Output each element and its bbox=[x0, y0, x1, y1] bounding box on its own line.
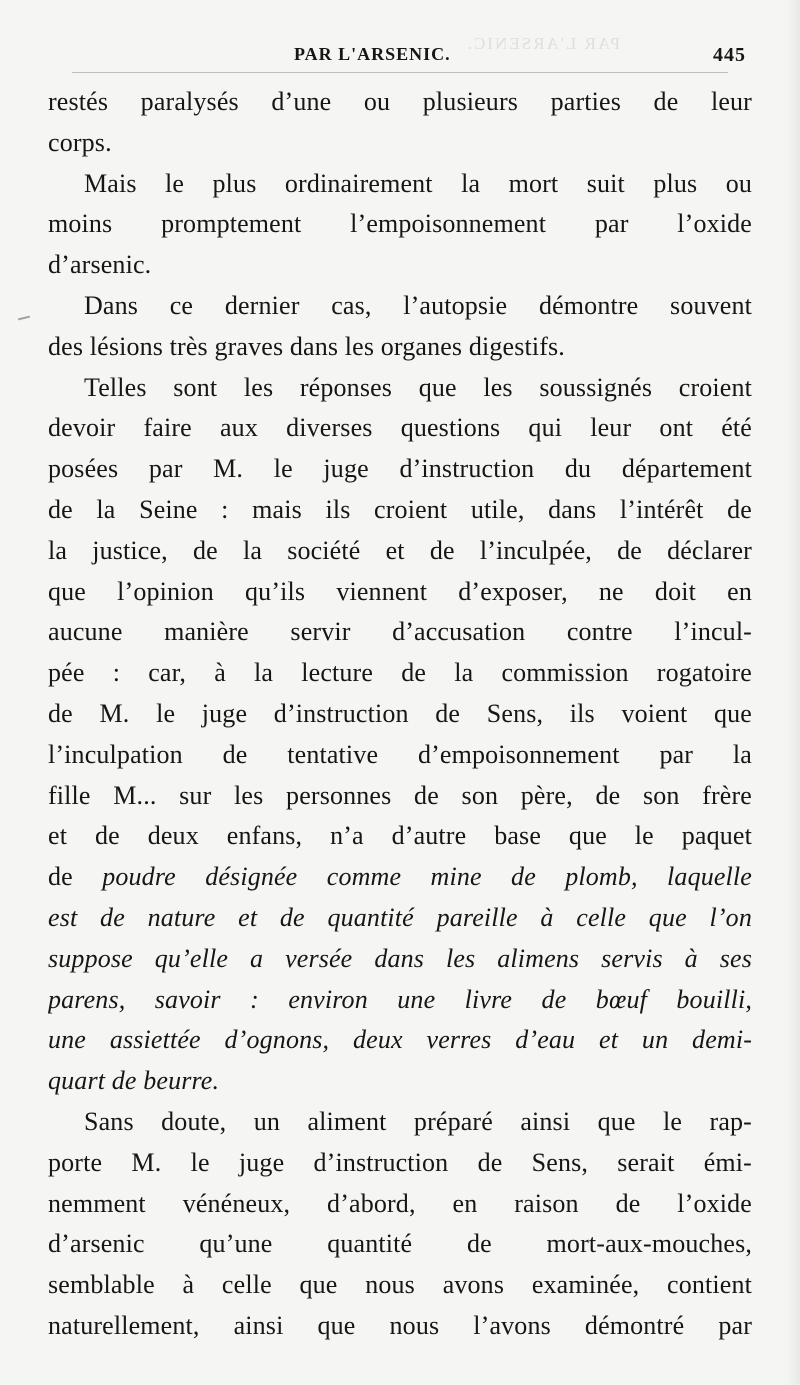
text-line: corps. bbox=[48, 127, 112, 157]
text-roman-prefix: de bbox=[48, 862, 103, 892]
show-through-text: PAR L'ARSENIC. bbox=[465, 34, 620, 53]
text-line-italic: est de nature et de quantité pareille à celle que l’on bbox=[48, 902, 752, 932]
text-line-mixed bbox=[48, 857, 752, 898]
text-line-italic: suppose qu’elle a versée dans les alimens servis à ses bbox=[48, 943, 752, 973]
text-line: de M. le juge d’instruction de Sens, ils voient que bbox=[48, 698, 752, 728]
text-line-italic: parens, savoir : environ une livre de bœuf bouilli, bbox=[48, 984, 752, 1014]
text-line: semblable à celle que nous avons examinée, contient bbox=[48, 1270, 752, 1300]
text-line-italic: une assiettée d’ognons, deux verres d’eau et un demi- bbox=[48, 1025, 752, 1055]
text-line: l’inculpation de tentative d’empoisonnement par la bbox=[48, 739, 752, 769]
text-line: restés paralysés d’une ou plusieurs parties de leur bbox=[48, 87, 752, 116]
text-line: d’arsenic. bbox=[48, 250, 152, 280]
text-line: fille M... sur les personnes de son père, de son frère bbox=[48, 780, 752, 810]
text-line: moins promptement l’empoisonnement par l’oxide bbox=[48, 209, 752, 239]
text-line: Telles sont les réponses que les soussignés croient bbox=[84, 372, 752, 402]
text-line: porte M. le juge d’instruction de Sens, serait émi- bbox=[48, 1147, 752, 1177]
text-line: posées par M. le juge d’instruction du département bbox=[48, 454, 752, 484]
margin-dash-mark bbox=[18, 316, 30, 321]
text-line: aucune manière servir d’accusation contre l’incul- bbox=[48, 617, 752, 647]
text-line: la justice, de la société et de l’inculpée, de déclarer bbox=[48, 535, 752, 565]
text-line: pée : car, à la lecture de la commission rogatoire bbox=[48, 658, 752, 688]
text-line: Dans ce dernier cas, l’autopsie démontre souvent bbox=[84, 290, 752, 320]
header-rule bbox=[72, 72, 728, 73]
text-line: Mais le plus ordinairement la mort suit plus ou bbox=[84, 168, 752, 198]
text-line: que l’opinion qu’ils viennent d’exposer, ne doit en bbox=[48, 576, 752, 606]
text-line: naturellement, ainsi que nous l’avons démontré par bbox=[48, 1310, 752, 1340]
text-italic-fragment: poudre désignée comme mine de plomb, laquelle bbox=[102, 862, 752, 892]
page-edge-shadow bbox=[786, 0, 800, 1385]
text-line-italic: quart de beurre. bbox=[48, 1066, 220, 1096]
text-line: et de deux enfans, n’a d’autre base que le paquet bbox=[48, 821, 752, 851]
text-line: nemment vénéneux, d’abord, en raison de l’oxide bbox=[48, 1188, 752, 1218]
text-line: d’arsenic qu’une quantité de mort-aux-mouches, bbox=[48, 1229, 752, 1259]
text-line: Sans doute, un aliment préparé ainsi que le rap- bbox=[84, 1106, 752, 1136]
text-line: devoir faire aux diverses questions qui leur ont été bbox=[48, 413, 752, 443]
text-line: de la Seine : mais ils croient utile, dans l’intérêt de bbox=[48, 494, 752, 524]
main-text bbox=[48, 82, 752, 1347]
text-line: des lésions très graves dans les organes digestifs. bbox=[48, 331, 565, 361]
page-number: 445 bbox=[713, 44, 746, 66]
page-header-title: PAR L'ARSENIC. bbox=[294, 44, 451, 64]
